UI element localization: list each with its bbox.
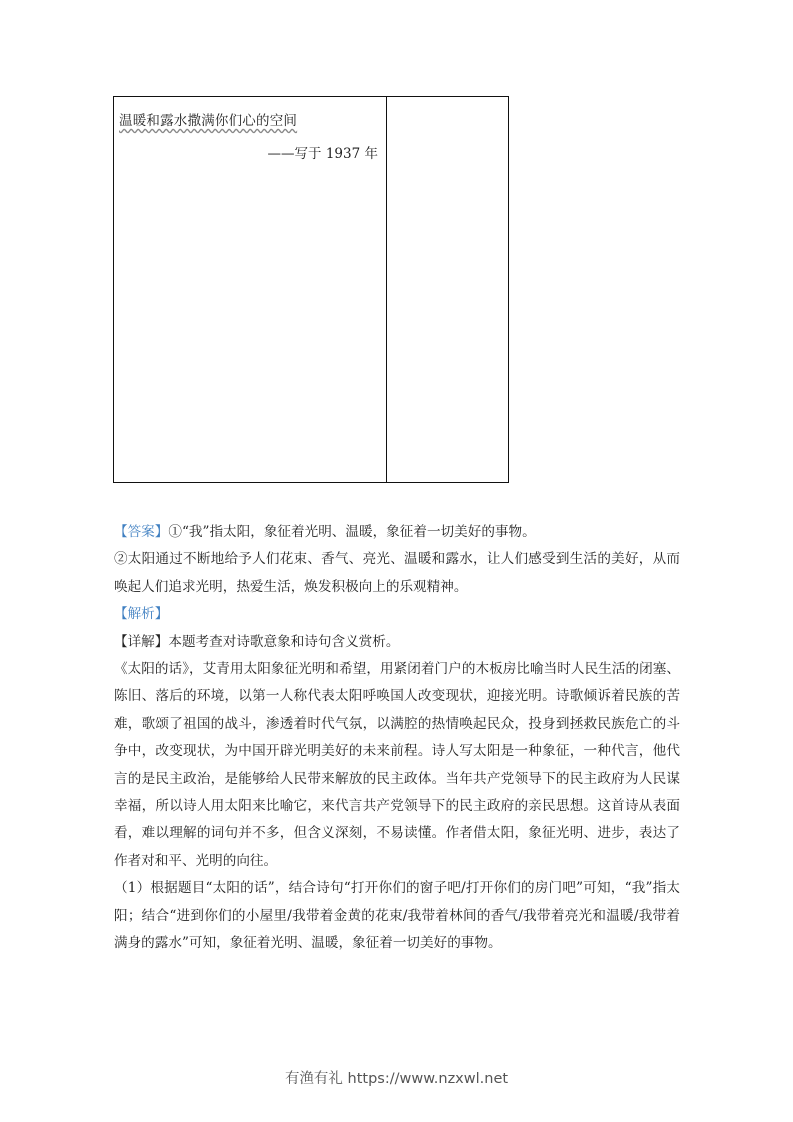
analysis-paragraph: 《太阳的话》，艾青用太阳象征光明和希望，用紧闭着门户的木板房比喻当时人民生活的闭塞、陈旧、落后的环境，以第一人称代表太阳呼唤国人改变现状，迎接光明。诗歌倾诉着民族的苦难，歌颂了祖国的战斗，渗透着时代气氛，以满腔的热情唤起民众，投身到拯救民族危亡的斗争中，改变现状，为中国开辟光明美好的未来前程。诗人写太阳是一种象征，一种代言，他代言的是民主政治，是能够给人民带来解放的民主政体。当年共产党领导下的民主政府为人民谋幸福，所以诗人用太阳来比喻它，来代言共产党领导下的民主政府的亲民思想。这首诗从表面看，难以理解的词句并不多，但含义深刻，不易读懂。作者借太阳，象征光明、进步，表达了作者对和平、光明的向往。: [114, 661, 680, 869]
answer-section: [114, 519, 680, 958]
detail-intro: 本题考查对诗歌意象和诗句含义赏析。: [168, 633, 400, 650]
empty-cell: [387, 97, 508, 482]
answer-text-1: ①“我”指太阳，象征着光明、温暖，象征着一切美好的事物。: [168, 524, 536, 540]
poem-line: 温暖和露水撒满你们心的空间: [119, 113, 298, 129]
answer-line-2: ②太阳通过不断地给予人们花束、香气、亮光、温暖和露水，让人们感受到生活的美好，从而唤起人们追求光明，热爱生活，焕发积极向上的乐观精神。: [114, 551, 680, 595]
detail-line: [114, 629, 680, 656]
poem-table: [113, 96, 509, 483]
watermark-footer: 有渔有礼 https://www.nzxwl.net: [284, 1071, 509, 1087]
analysis-heading: [114, 601, 680, 628]
answer-line-1: [114, 519, 680, 546]
answer-label: 【答案】: [114, 524, 169, 540]
analysis-point-1: （1）根据题目“太阳的话”，结合诗句“打开你们的窗子吧/打开你们的房门吧”可知，“我”指太阳；结合“进到你们的小屋里/我带着金黄的花束/我带着林间的香气/我带着亮光和温暖/我带着满身的露水”可知，象征着光明、温暖，象征着一切美好的事物。: [114, 880, 680, 952]
poem-signature: ——写于 1937 年: [267, 146, 378, 162]
analysis-label: 【解析】: [114, 606, 169, 623]
detail-label: 【详解】: [114, 633, 169, 650]
poem-cell: [114, 97, 387, 482]
